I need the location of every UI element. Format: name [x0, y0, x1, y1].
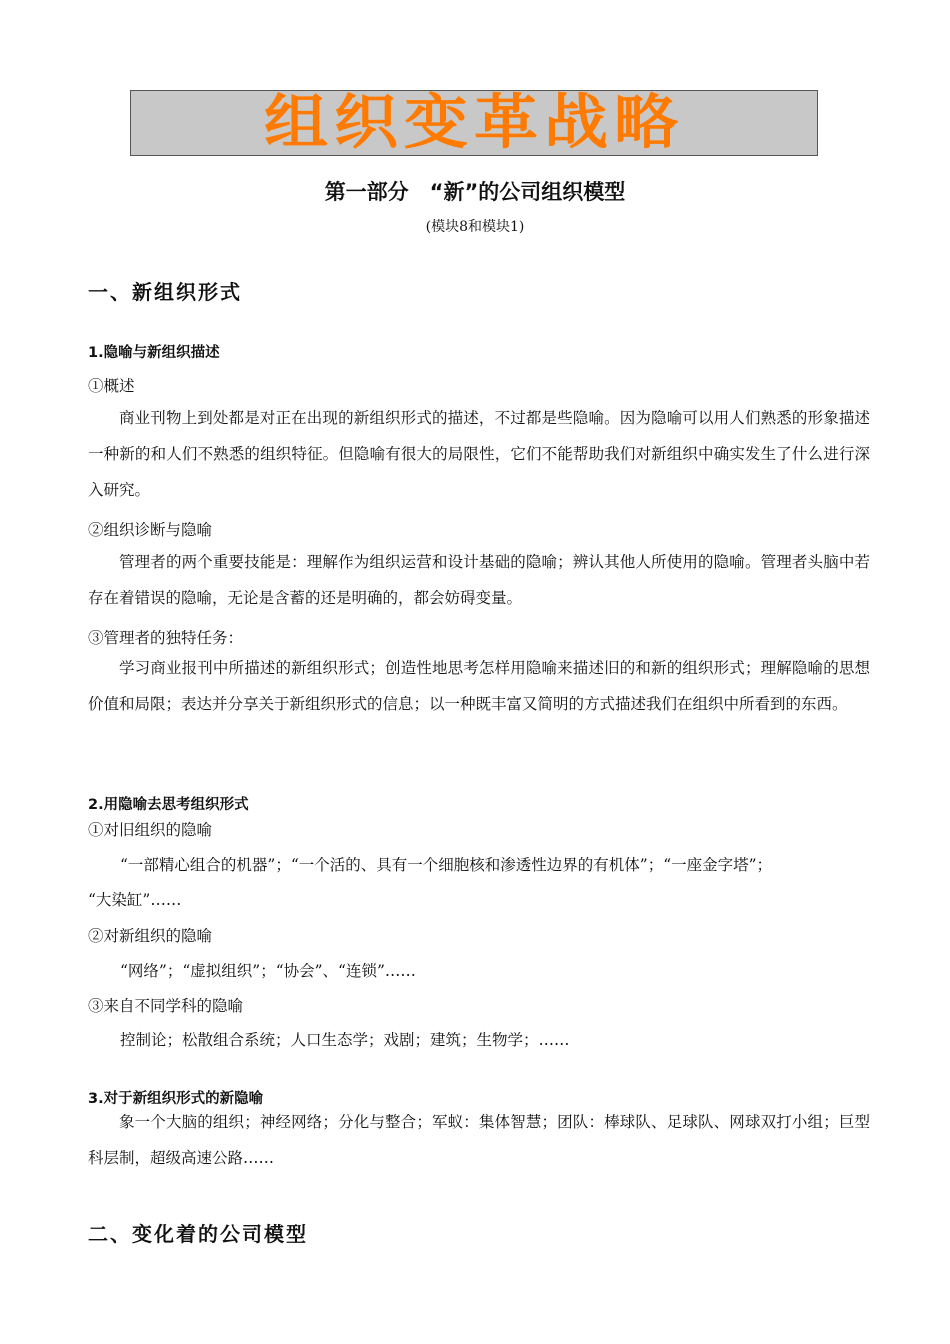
list-item-discipline-metaphors: ③来自不同学科的隐喻: [88, 997, 244, 1015]
text-old-metaphors: “一部精心组合的机器”；“一个活的、具有一个细胞核和渗透性边界的有机体”；“一座金字塔”；: [120, 856, 773, 874]
banner-title: 组织变革战略: [264, 90, 684, 156]
section-heading-2: 二、变化着的公司模型: [88, 1222, 308, 1246]
list-item-diagnosis: ②组织诊断与隐喻: [88, 521, 213, 539]
title-banner: [130, 90, 818, 156]
paragraph-diagnosis: 管理者的两个重要技能是：理解作为组织运营和设计基础的隐喻；辨认其他人所使用的隐喻。管理者头脑中若存在着错误的隐喻，无论是含蓄的还是明确的，都会妨碍变量。: [88, 553, 870, 607]
paragraph-new-metaphors: 象一个大脑的组织；神经网络；分化与整合；军蚁：集体智慧；团队：棒球队、足球队、网球双打小组；巨型科层制，超级高速公路……: [88, 1113, 870, 1167]
list-item-overview: ①概述: [88, 377, 135, 395]
list-item-old-metaphors: ①对旧组织的隐喻: [88, 821, 213, 839]
subsection-heading-3: 3.对于新组织形式的新隐喻: [88, 1091, 264, 1107]
paragraph-overview: 商业刊物上到处都是对正在出现的新组织形式的描述，不过都是些隐喻。因为隐喻可以用人们熟悉的形象描述一种新的和人们不熟悉的组织特征。但隐喻有很大的局限性，它们不能帮助我们对新组织中确实发生了什么进行深入研究。: [88, 409, 870, 499]
list-item-tasks: ③管理者的独特任务：: [88, 629, 244, 647]
list-item-new-metaphors: ②对新组织的隐喻: [88, 927, 213, 945]
part-subtitle: (模块8和模块1): [425, 219, 525, 235]
section-heading-1: 一、新组织形式: [88, 280, 242, 304]
text-new-metaphors: “网络”；“虚拟组织”；“协会”、“连锁”……: [120, 962, 416, 980]
paragraph-tasks: 学习商业报刊中所描述的新组织形式；创造性地思考怎样用隐喻来描述旧的和新的组织形式；理解隐喻的思想价值和局限；表达并分享关于新组织形式的信息；以一种既丰富又简明的方式描述我们在组织中所看到的东西。: [88, 659, 870, 713]
subsection-heading-2: 2.用隐喻去思考组织形式: [88, 797, 249, 813]
text-discipline-metaphors: 控制论；松散组合系统；人口生态学；戏剧；建筑；生物学；……: [120, 1031, 570, 1049]
subsection-heading-1: 1.隐喻与新组织描述: [88, 345, 220, 361]
text-old-metaphors-cont: “大染缸”……: [88, 891, 182, 909]
part-title: 第一部分 “新”的公司组织模型: [324, 180, 626, 204]
